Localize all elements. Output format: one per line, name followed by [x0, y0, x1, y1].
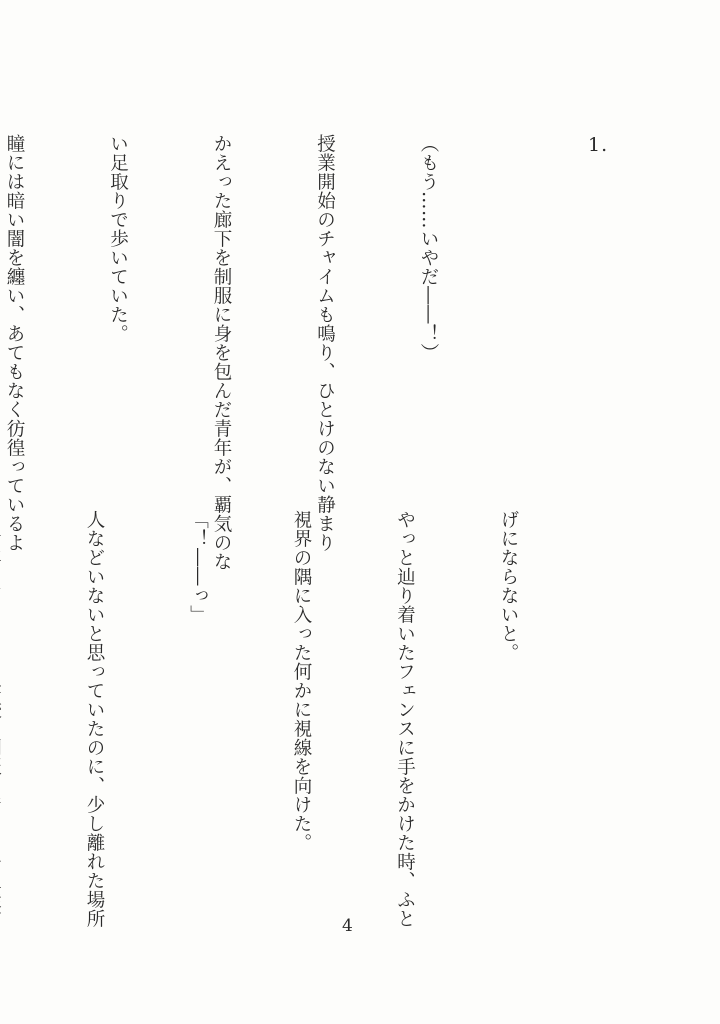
text-line: 人などいないと思っていたのに、少し離れた場所 — [84, 510, 105, 928]
text-line: 視界の隅に入った何かに視線を向けた。 — [291, 510, 312, 852]
text-line: げにならないと。 — [498, 510, 519, 662]
text-line: 授業開始のチャイムも鳴り、ひとけのない静まり — [314, 134, 336, 552]
upper-text-block — [4, 134, 514, 571]
text-line: やっと辿り着いたフェンスに手をかけた時、ふと — [394, 510, 416, 928]
lower-text-block — [84, 510, 594, 928]
text-line: い足取りで歩いていた。 — [107, 134, 129, 343]
page-number: 4 — [342, 916, 353, 936]
text-line — [0, 510, 8, 890]
text-line: （もう……いやだ――！） — [418, 134, 439, 362]
chapter-number: 1. — [588, 134, 609, 156]
text-line: 「！――っ」 — [187, 510, 209, 624]
text-line: かえった廊下を制服に身を包んだ青年が、覇気のな — [211, 134, 232, 571]
text-line: 瞳には暗い闇を纏い、あてもなく彷徨っているよ — [4, 134, 25, 552]
